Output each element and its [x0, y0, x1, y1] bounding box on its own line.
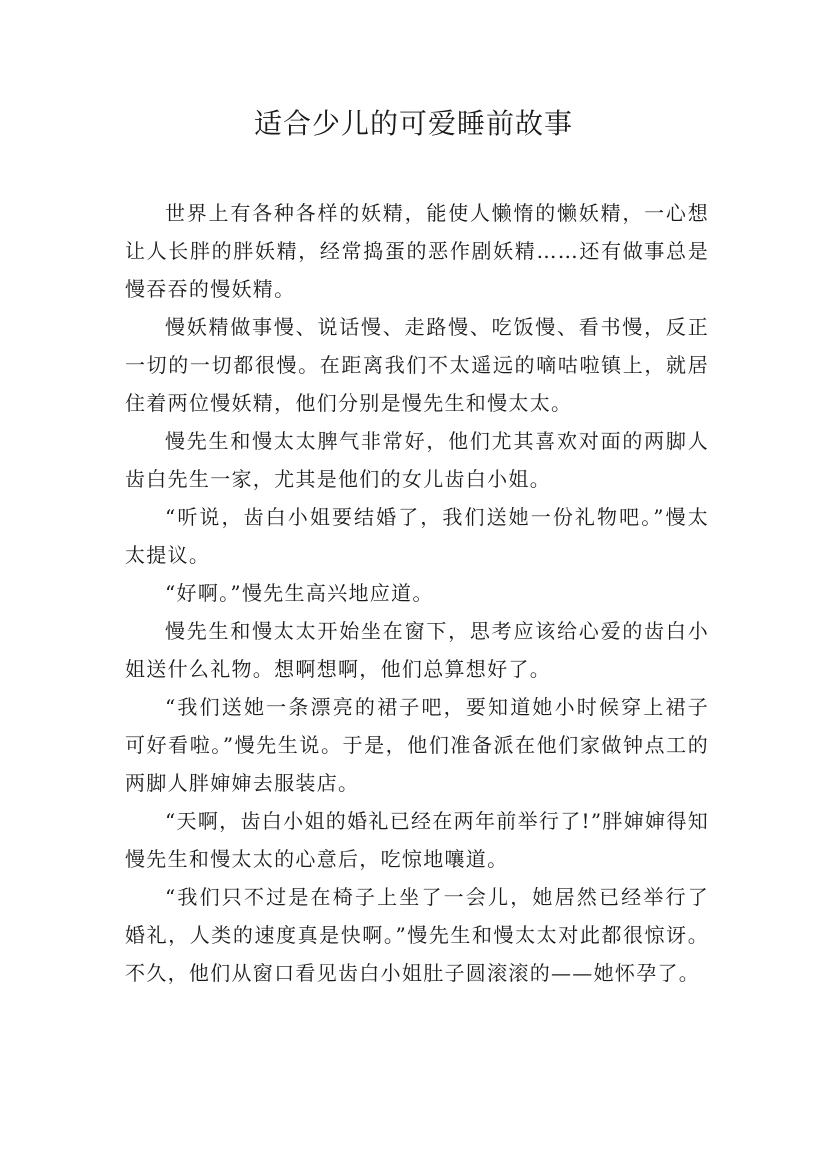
- paragraph-4: “听说，齿白小姐要结婚了，我们送她一份礼物吧。”慢太太提议。: [125, 505, 709, 567]
- paragraph-7: “我们送她一条漂亮的裙子吧，要知道她小时候穿上裙子可好看啦。”慢先生说。于是，他们准备派在他们家做钟点工的两脚人胖婶婶去服装店。: [125, 695, 709, 795]
- paragraph-2: 慢妖精做事慢、说话慢、走路慢、吃饭慢、看书慢，反正一切的一切都很慢。在距离我们不太遥远的嘀咕啦镇上，就居住着两位慢妖精，他们分别是慢先生和慢太太。: [125, 315, 709, 415]
- document-body: [125, 194, 709, 992]
- paragraph-3: 慢先生和慢太太脾气非常好，他们尤其喜欢对面的两脚人齿白先生一家，尤其是他们的女儿齿白小姐。: [125, 429, 709, 491]
- document-title: 适合少儿的可爱睡前故事: [253, 107, 573, 140]
- paragraph-8: “天啊，齿白小姐的婚礼已经在两年前举行了!”胖婶婶得知慢先生和慢太太的心意后，吃惊地嚷道。: [125, 809, 709, 871]
- paragraph-6: 慢先生和慢太太开始坐在窗下，思考应该给心爱的齿白小姐送什么礼物。想啊想啊，他们总算想好了。: [125, 619, 709, 681]
- paragraph-5: “好啊。”慢先生高兴地应道。: [165, 581, 434, 605]
- paragraph-1: 世界上有各种各样的妖精，能使人懒惰的懒妖精，一心想让人长胖的胖妖精，经常捣蛋的恶作剧妖精……还有做事总是慢吞吞的慢妖精。: [125, 201, 709, 301]
- paragraph-9: “我们只不过是在椅子上坐了一会儿，她居然已经举行了婚礼，人类的速度真是快啊。”慢先生和慢太太对此都很惊讶。不久，他们从窗口看见齿白小姐肚子圆滚滚的——她怀孕了。: [125, 885, 709, 985]
